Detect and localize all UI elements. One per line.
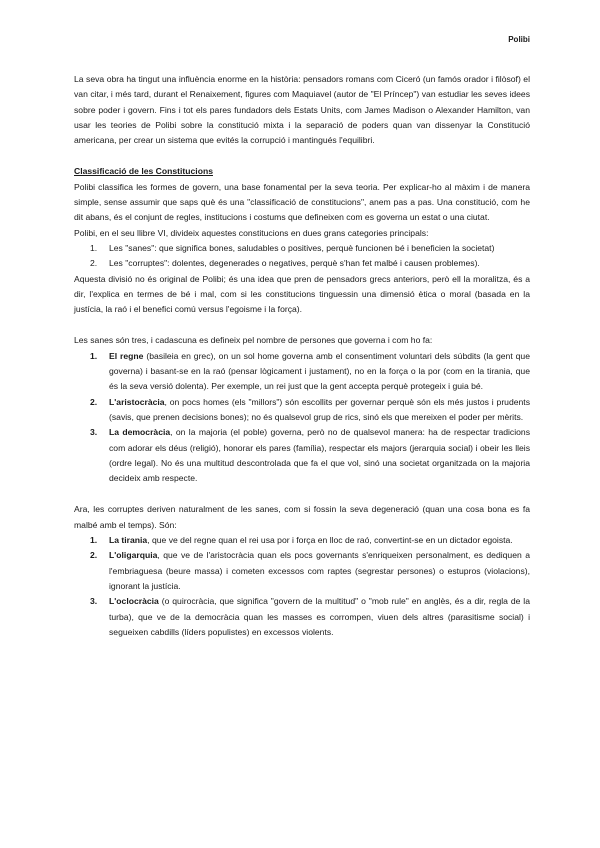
document-body <box>74 72 530 640</box>
list-text: (o quirocràcia, que significa "govern de la multitud" o "mob rule" en anglès, és a dir, regla de la turba), que ve de la democràcia quan les masses es corrompen, viuen dels altres (parasitisme social) i segueixen cabdills (líders populistes) en excessos violents. <box>109 596 530 637</box>
list-term: L'aristocràcia <box>109 396 165 407</box>
list-text: , on la majoria (el poble) governa, però no de qualsevol manera: ha de respectar tradicions com adorar els déus (religió), honorar els pares (família), respectar els majors (jerarquia social) i obeir les lleis (ordre legal). No és una multitud descontrolada que fa el que vol, sinó una societat organitzada on la majoria decideix amb respecte. <box>109 427 530 484</box>
sanes-intro: Les sanes són tres, i cadascuna es defineix pel nombre de persones que governa i com ho fa: <box>74 335 433 346</box>
running-header: Polibi <box>508 35 530 44</box>
list-item <box>74 425 530 486</box>
list-number: 3. <box>90 427 98 438</box>
list-number: 2. <box>90 550 98 561</box>
list-number: 3. <box>90 596 98 607</box>
list-term: El regne <box>109 350 144 361</box>
list-number: 2. <box>90 258 98 269</box>
list-text: Les "corruptes": dolentes, degenerades o negatives, perquè s'han fet malbé i causen problemes). <box>109 258 480 269</box>
list-term: La democràcia <box>109 427 171 438</box>
list-number: 1. <box>90 350 98 361</box>
list-term: La tirania <box>109 535 148 546</box>
list-item <box>74 349 530 395</box>
section-paragraph-2: Polibi, en el seu llibre VI, divideix aquestes constitucions en dues grans categories principals: <box>74 227 429 238</box>
list-term: L'oligarquia <box>109 550 158 561</box>
category-list <box>74 241 530 272</box>
list-item <box>74 395 530 426</box>
corruptes-list <box>74 533 530 640</box>
section-paragraph-1: Polibi classifica les formes de govern, una base fonamental per la seva teoria. Per explicar-ho al màxim i de manera simple, sense assumir que saps què és una "classificació de constitucions", anem pas a pas. Una constitució, com he dit abans, és el conjunt de regles, institucions i costums que defineixen com es governa un estat o una ciutat. <box>74 181 530 223</box>
list-text: , que ve de l'aristocràcia quan els pocs governants s'enriqueixen personalment, es dediquen a l'embriaguesa (beure massa) i cometen excessos com raptes (segrestar persones) o estupros (violacions), ignorant la justícia. <box>109 550 530 591</box>
list-number: 1. <box>90 535 98 546</box>
list-number: 2. <box>90 396 98 407</box>
list-number: 1. <box>90 242 98 253</box>
sanes-list <box>74 349 530 487</box>
section-heading: Classificació de les Constitucions <box>74 166 213 177</box>
intro-paragraph: La seva obra ha tingut una influència enorme en la història: pensadors romans com Ciceró (un famós orador i filòsof) el van citar, i més tard, durant el Renaixement, figures com Maquiavel (autor de "El Príncep") van estudiar les seves idees sobre poder i govern. Fins i tot els pares fundadors dels Estats Units, com James Madison o Alexander Hamilton, van usar les teories de Polibi sobre la constitució mixta i la separació de poders quan van dissenyar la Constitució americana, per crear un sistema que evités la corrupció i mantingués l'equilibri. <box>74 74 530 146</box>
list-text: , que ve del regne quan el rei usa por i força en lloc de raó, convertint-se en un dictador egoista. <box>147 535 513 546</box>
list-item <box>74 533 530 548</box>
list-text: Les "sanes": que significa bones, saludables o positives, perquè funcionen bé i beneficien la societat) <box>109 242 495 253</box>
list-text: , on pocs homes (els "millors") són escollits per governar perquè són els més justos i prudents (savis, que prenen decisions bones); no és qualsevol grup de rics, sinó els que mereixen el poder per mèrits. <box>109 396 530 422</box>
list-item <box>74 256 530 271</box>
list-item <box>74 241 530 256</box>
corruptes-intro: Ara, les corruptes deriven naturalment de les sanes, com si fossin la seva degeneració (quan una cosa bona es fa malbé amb el temps). Són: <box>74 504 530 530</box>
list-item <box>74 548 530 594</box>
list-term: L'oclocràcia <box>109 596 159 607</box>
section-paragraph-3: Aquesta divisió no és original de Polibi; és una idea que pren de pensadors grecs anteriors, però ell la moralitza, és a dir, l'explica en termes de bé i mal, com si les constitucions tinguessin una dimensió ètica o moral (basada en la justícia, la raó i el benefici comú versus l'egoisme i la força). <box>74 273 530 315</box>
list-text: (basileia en grec), on un sol home governa amb el consentiment voluntari dels súbdits (la gent que governa) i basant-se en la raó (pensar lògicament i justament), no en la força o la por (com en la tirania, que és la seva versió dolenta). Per exemple, un rei just que la gent accepta perquè protegeix i guia bé. <box>109 350 530 392</box>
list-item <box>74 594 530 640</box>
